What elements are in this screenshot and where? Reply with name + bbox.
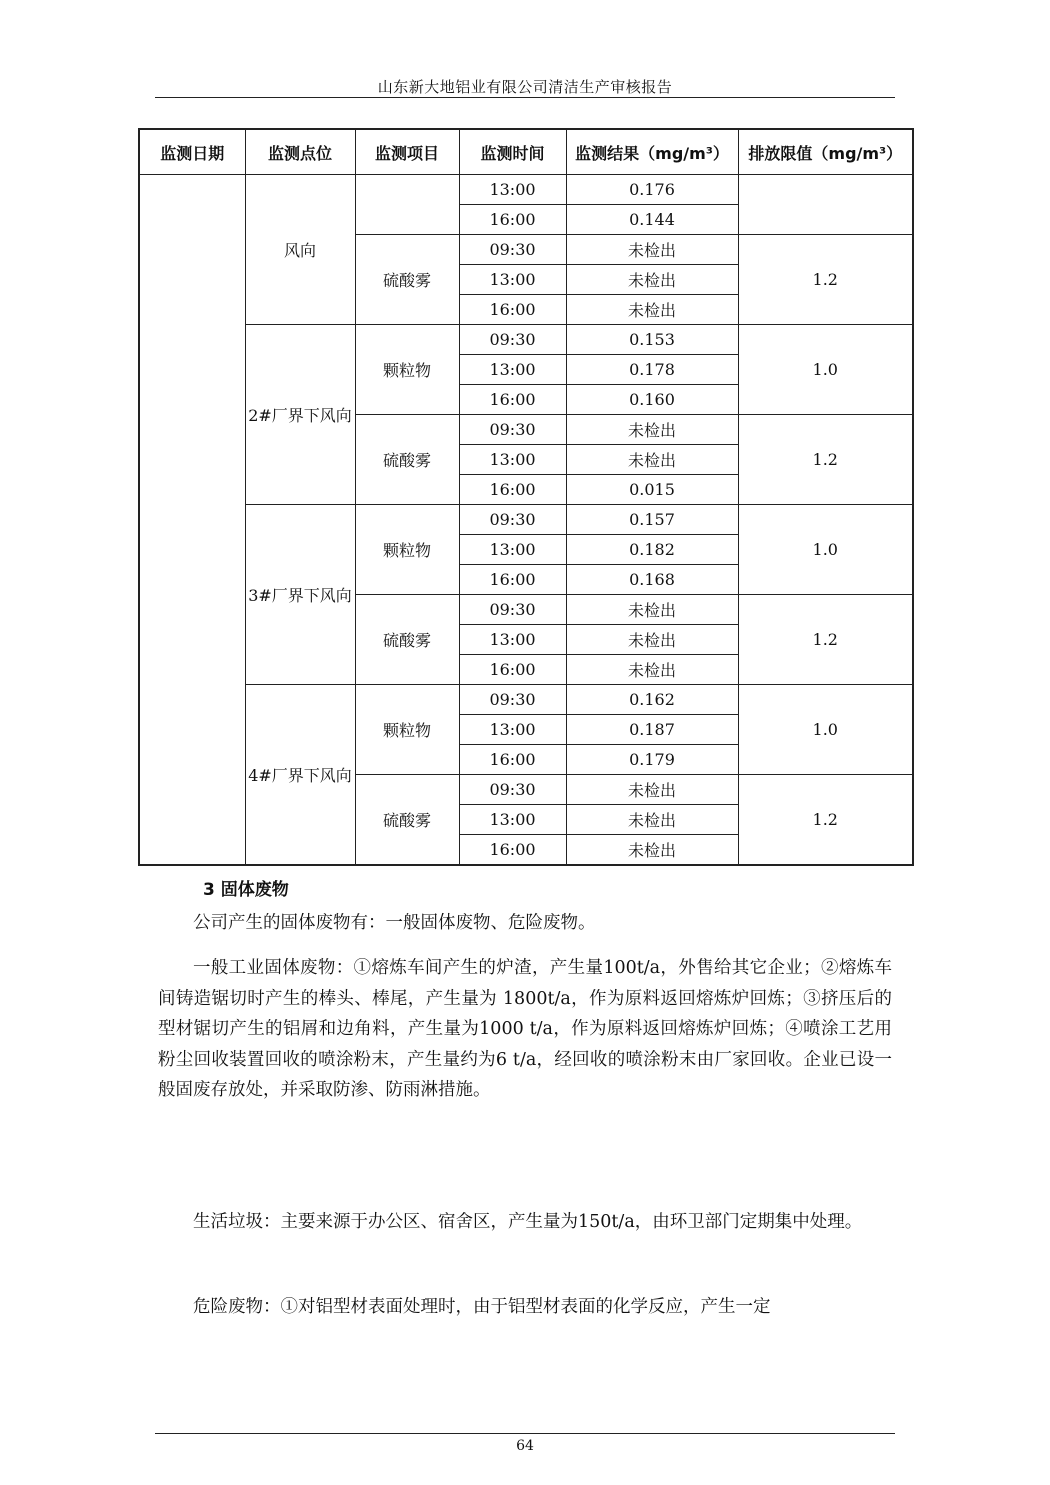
result-cell: 0.157 [566,505,738,535]
result-cell: 0.160 [566,385,738,415]
point-cell: 4#厂界下风向 [245,685,355,866]
paragraph: 危险废物：①对铝型材表面处理时，由于铝型材表面的化学反应，产生一定 [193,1297,771,1317]
table-row [139,505,913,535]
point-cell: 3#厂界下风向 [245,505,355,685]
date-cell [139,175,245,866]
result-cell: 0.179 [566,745,738,775]
time-cell: 13:00 [459,715,566,745]
result-cell: 0.168 [566,565,738,595]
item-cell: 颗粒物 [355,505,459,595]
table-row [139,325,913,355]
time-cell: 16:00 [459,565,566,595]
paragraph: 一般工业固体废物：①熔炼车间产生的炉渣，产生量100t/a，外售给其它企业；②熔炼车间铸造锯切时产生的棒头、棒尾，产生量为 1800t/a，作为原料返回熔炼炉回炼；③挤压后的型材锯切产生的铝屑和边角料，产生量为1000 t/a，作为原料返回熔炼炉回炼；④喷涂工艺用粉尘回收装置回收的喷涂粉末，产生量约为6 t/a，经回收的喷涂粉末由厂家回收。企业已设一般固废存放处，并采取防渗、防雨淋措施。 [158,958,892,1100]
result-cell: 未检出 [566,835,738,866]
limit-cell: 1.0 [738,325,913,415]
time-cell: 13:00 [459,445,566,475]
result-cell: 未检出 [566,775,738,805]
time-cell: 16:00 [459,475,566,505]
limit-cell [738,175,913,235]
item-cell: 颗粒物 [355,325,459,415]
result-cell: 0.153 [566,325,738,355]
result-cell: 未检出 [566,295,738,325]
time-cell: 13:00 [459,805,566,835]
result-cell: 未检出 [566,265,738,295]
result-cell: 0.015 [566,475,738,505]
result-cell: 未检出 [566,625,738,655]
table-row [139,175,913,205]
footer-rule [155,1433,895,1434]
result-cell: 0.187 [566,715,738,745]
limit-cell: 1.0 [738,685,913,775]
header-date: 监测日期 [139,129,245,175]
time-cell: 09:30 [459,415,566,445]
result-cell: 未检出 [566,415,738,445]
table-row [139,685,913,715]
time-cell: 16:00 [459,385,566,415]
time-cell: 13:00 [459,625,566,655]
time-cell: 09:30 [459,775,566,805]
limit-cell: 1.0 [738,505,913,595]
result-cell: 未检出 [566,805,738,835]
result-cell: 0.176 [566,175,738,205]
limit-cell: 1.2 [738,775,913,866]
section-heading: 3 固体废物 [203,880,289,900]
time-cell: 09:30 [459,325,566,355]
item-cell: 硫酸雾 [355,415,459,505]
time-cell: 09:30 [459,505,566,535]
time-cell: 09:30 [459,595,566,625]
header-limit: 排放限值（mg/m³） [738,129,913,175]
time-cell: 16:00 [459,205,566,235]
time-cell: 13:00 [459,355,566,385]
header-result: 监测结果（mg/m³） [566,129,738,175]
paragraph: 公司产生的固体废物有：一般固体废物、危险废物。 [193,913,596,933]
result-cell: 未检出 [566,445,738,475]
item-cell: 硫酸雾 [355,775,459,866]
time-cell: 13:00 [459,535,566,565]
limit-cell: 1.2 [738,595,913,685]
limit-cell: 1.2 [738,415,913,505]
point-cell: 风向 [245,175,355,325]
report-header-title: 山东新大地铝业有限公司清洁生产审核报告 [377,78,673,96]
result-cell: 未检出 [566,595,738,625]
point-cell: 2#厂界下风向 [245,325,355,505]
header-time: 监测时间 [459,129,566,175]
time-cell: 13:00 [459,175,566,205]
item-cell: 硫酸雾 [355,595,459,685]
limit-cell: 1.2 [738,235,913,325]
time-cell: 16:00 [459,295,566,325]
page-number: 64 [516,1438,534,1454]
time-cell: 16:00 [459,835,566,866]
item-cell: 硫酸雾 [355,235,459,325]
header-rule [155,97,895,98]
paragraph: 生活垃圾：主要来源于办公区、宿舍区，产生量为150t/a，由环卫部门定期集中处理。 [193,1212,863,1232]
time-cell: 16:00 [459,655,566,685]
result-cell: 0.178 [566,355,738,385]
item-cell: 颗粒物 [355,685,459,775]
header-item: 监测项目 [355,129,459,175]
result-cell: 0.162 [566,685,738,715]
time-cell: 09:30 [459,235,566,265]
result-cell: 0.144 [566,205,738,235]
time-cell: 13:00 [459,265,566,295]
result-cell: 0.182 [566,535,738,565]
result-cell: 未检出 [566,235,738,265]
header-point: 监测点位 [245,129,355,175]
table-header-row [139,129,913,175]
item-cell [355,175,459,235]
time-cell: 16:00 [459,745,566,775]
result-cell: 未检出 [566,655,738,685]
time-cell: 09:30 [459,685,566,715]
monitoring-table [138,128,914,866]
